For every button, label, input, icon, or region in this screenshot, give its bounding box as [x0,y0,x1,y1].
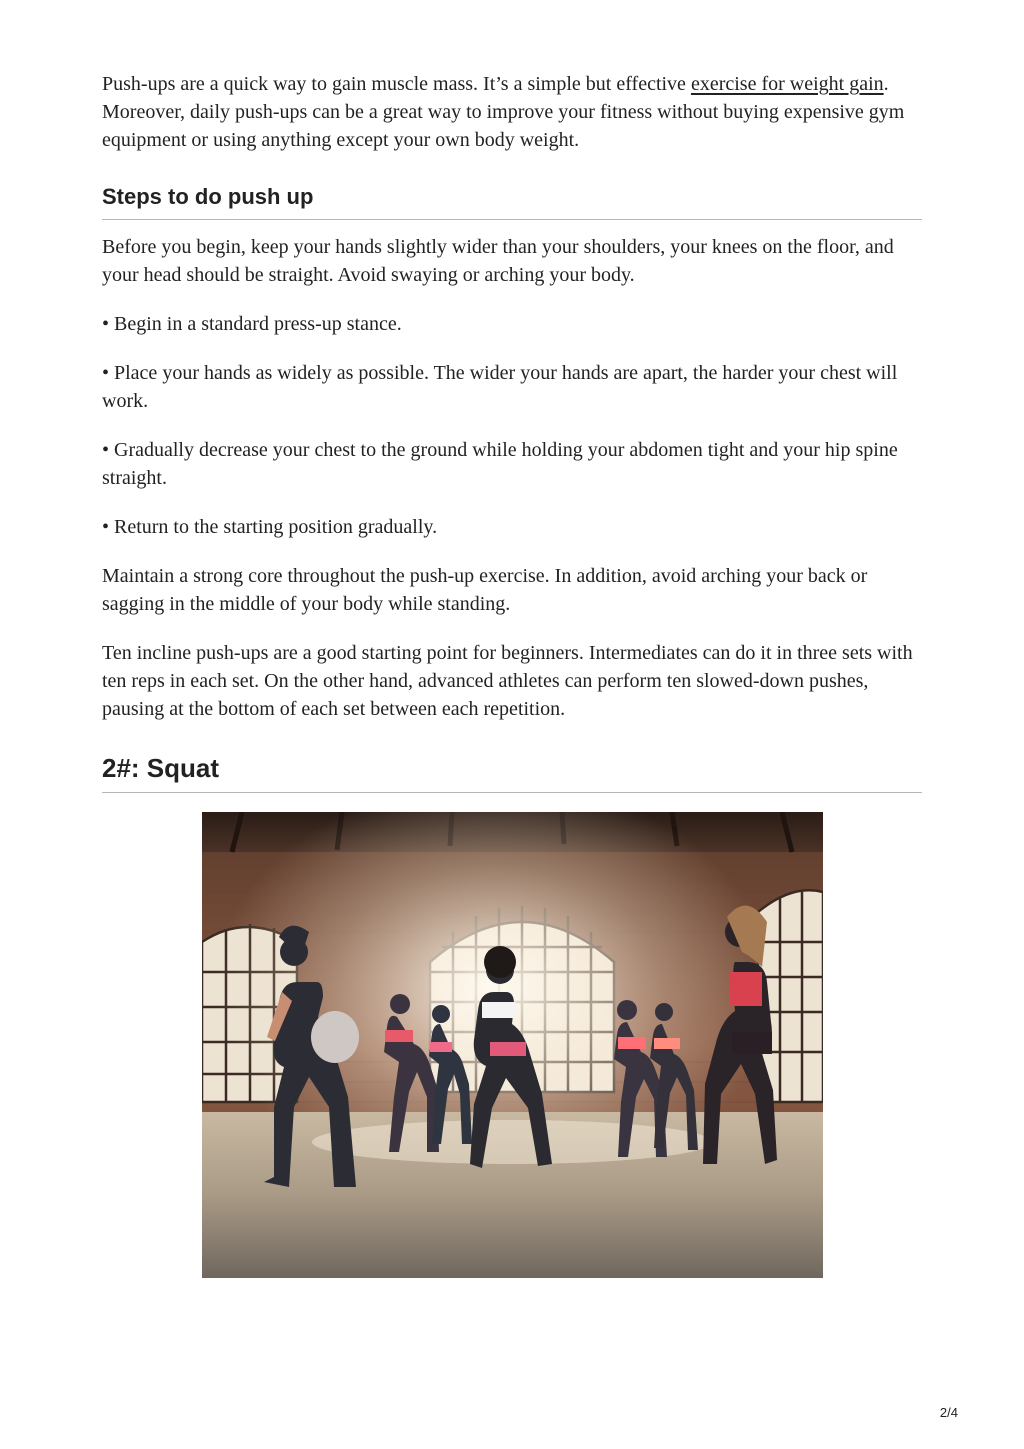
levels-paragraph: Ten incline push-ups are a good starting point for beginners. Intermediates can do it in three sets with ten reps in each set. On the other hand, advanced athletes can perform ten slowed-down pushes, pausing at the bottom of each set between each repetition. [102,642,913,720]
gym-floor [202,1112,823,1278]
core-paragraph: Maintain a strong core throughout the push-up exercise. In addition, avoid arching your back or sagging in the middle of your body while standing. [102,565,868,615]
intro-text-after-link: . Moreover, daily push-ups can be a great way to improve your fitness without buying expensive gym equipment or using anything except your own body weight. [102,73,905,151]
intro-text-before-link: Push-ups are a quick way to gain muscle mass. It’s a simple but effective [102,73,691,95]
squat-class-photo [202,812,823,1278]
intro-paragraph [102,70,922,154]
steps-heading: Steps to do push up [102,183,922,220]
exercise-for-weight-gain-link[interactable]: exercise for weight gain [690,73,884,95]
step-item: • Gradually decrease your chest to the ground while holding your abdomen tight and your hip spine straight. [102,439,898,489]
squat-heading: 2#: Squat [102,752,922,793]
step-item: • Place your hands as widely as possible. The wider your hands are apart, the harder your chest will work. [102,362,898,412]
article-content [102,70,922,793]
step-item: • Begin in a standard press-up stance. [102,313,402,335]
step-item: • Return to the starting position gradually. [102,516,438,538]
page-number: 2/4 [939,1405,958,1420]
before-you-begin-paragraph: Before you begin, keep your hands slightly wider than your shoulders, your knees on the floor, and your head should be straight. Avoid swaying or arching your body. [102,236,894,286]
